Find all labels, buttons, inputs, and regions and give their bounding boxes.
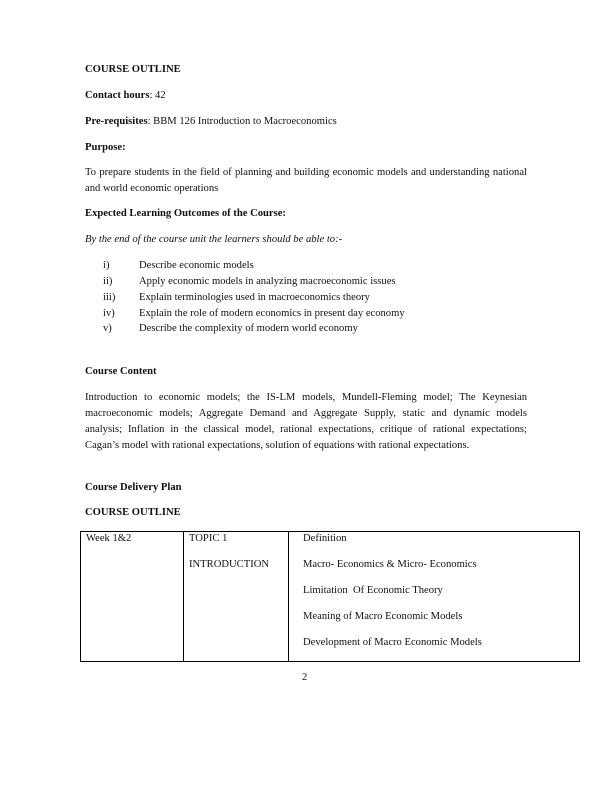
prerequisites — [85, 116, 337, 127]
contact-hours-value: 42 — [155, 90, 166, 101]
subtopic: Meaning of Macro Economic Models — [303, 611, 463, 622]
page-number: 2 — [302, 672, 308, 683]
list-item-number: iii) — [103, 292, 116, 303]
list-item-text: Describe the complexity of modern world economy — [139, 323, 358, 334]
course-outline-table — [80, 531, 580, 662]
list-item-text: Apply economic models in analyzing macroeconomic issues — [139, 276, 396, 287]
prerequisites-value: BBM 126 Introduction to Macroeconomics — [153, 116, 337, 127]
subtopics-cell — [289, 532, 580, 662]
subtopic: Macro- Economics & Micro- Economics — [303, 559, 477, 570]
purpose-text: To prepare students in the field of planning and building economic models and understanding national and world economic operations — [85, 167, 527, 194]
topic-cell — [184, 532, 289, 662]
list-item-number: ii) — [103, 276, 113, 287]
week-cell — [81, 532, 184, 662]
list-item-number: iv) — [103, 308, 115, 319]
list-item-text: Explain terminologies used in macroeconomics theory — [139, 292, 370, 303]
learning-outcomes-heading: Expected Learning Outcomes of the Course: — [85, 208, 286, 219]
delivery-plan-heading: Course Delivery Plan — [85, 482, 182, 493]
learning-outcomes-intro: By the end of the course unit the learners should be able to:- — [85, 234, 343, 245]
week-label: Week 1&2 — [86, 533, 132, 544]
contact-hours — [85, 90, 166, 101]
list-item-text: Describe economic models — [139, 260, 254, 271]
subtopic: Development of Macro Economic Models — [303, 637, 482, 648]
contact-hours-label: Contact hours — [85, 90, 150, 101]
list-item-number: i) — [103, 260, 110, 271]
list-item-number: v) — [103, 323, 112, 334]
page-heading: COURSE OUTLINE — [85, 64, 181, 75]
topic-title: INTRODUCTION — [189, 559, 270, 570]
topic-number: TOPIC 1 — [189, 533, 228, 544]
purpose-heading: Purpose: — [85, 142, 126, 153]
subtopic: Definition — [303, 533, 347, 544]
subtopic: Limitation Of Economic Theory — [303, 585, 443, 596]
table-row — [81, 532, 580, 662]
course-content-text: Introduction to economic models; the IS-LM models, Mundell-Fleming model; The Keynesian macroeconomic models; Aggregate Demand and Aggregate Supply, static and dynamic models analysis; Inflation in the classical model, rational expectations, critique of rational expectations; Cagan’s model with rational expectations, solution of equations with rational expectations. — [85, 392, 527, 451]
prerequisites-label: Pre-requisites — [85, 116, 148, 127]
course-content-heading: Course Content — [85, 366, 157, 377]
contact-hours-sep: : — [149, 90, 156, 101]
prerequisites-sep: : — [147, 116, 154, 127]
list-item-text: Explain the role of modern economics in present day economy — [139, 308, 405, 319]
outline-heading: COURSE OUTLINE — [85, 507, 181, 518]
